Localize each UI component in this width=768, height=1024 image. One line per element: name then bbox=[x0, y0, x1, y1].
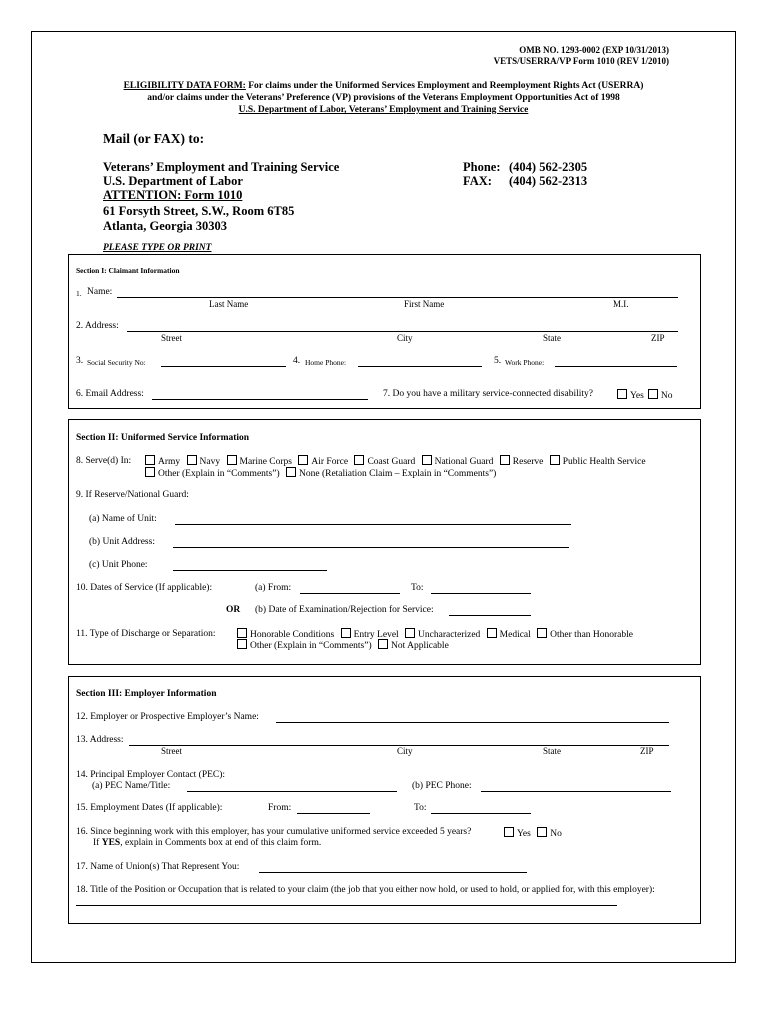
form-number: VETS/USERRA/VP Form 1010 (REV 1/2010) bbox=[493, 56, 669, 66]
emp-address-sub-street: Street bbox=[161, 746, 182, 756]
name-sub-mi: M.I. bbox=[613, 299, 629, 309]
national-guard-label: National Guard bbox=[434, 457, 494, 467]
or-label: OR bbox=[226, 605, 241, 615]
pec-name-label: (a) PEC Name/Title: bbox=[92, 781, 171, 791]
employer-name-label: 12. Employer or Prospective Employer’s Name: bbox=[76, 712, 259, 722]
section3-title: Section III: Employer Information bbox=[76, 689, 217, 699]
address-field[interactable] bbox=[127, 331, 678, 332]
q17-label: 17. Name of Union(s) That Represent You: bbox=[76, 862, 240, 872]
form-title-line2: and/or claims under the Veterans’ Preference (VP) provisions of the Veterans Employment Opportunities Act of 1998 bbox=[147, 93, 620, 103]
other-than-honorable-checkbox[interactable] bbox=[537, 628, 547, 638]
not-applicable-label: Not Applicable bbox=[391, 641, 449, 651]
medical-checkbox[interactable] bbox=[487, 628, 497, 638]
q16-options bbox=[504, 827, 562, 839]
none-service-checkbox[interactable] bbox=[286, 467, 296, 477]
position-title-field[interactable] bbox=[76, 905, 617, 906]
name-num: 1. bbox=[76, 289, 82, 298]
discharge-other-checkbox[interactable] bbox=[237, 639, 247, 649]
mail-line2: U.S. Department of Labor bbox=[103, 174, 243, 188]
form-title-bold: ELIGIBILITY DATA FORM: bbox=[123, 81, 246, 91]
q16-yes-checkbox[interactable] bbox=[504, 827, 514, 837]
form-title-rest: For claims under the Uniformed Services Employment and Reemployment Rights Act (USERRA) bbox=[245, 81, 644, 91]
emp-to-label: To: bbox=[414, 803, 427, 813]
entry-level-checkbox[interactable] bbox=[341, 628, 351, 638]
pec-phone-label: (b) PEC Phone: bbox=[412, 781, 472, 791]
omb-number: OMB NO. 1293-0002 (EXP 10/31/2013) bbox=[519, 45, 669, 55]
email-label: 6. Email Address: bbox=[76, 389, 144, 399]
ssn-field[interactable] bbox=[161, 366, 286, 367]
navy-checkbox[interactable] bbox=[187, 455, 197, 465]
medical-label: Medical bbox=[499, 630, 531, 640]
pec-label: 14. Principal Employer Contact (PEC): bbox=[76, 770, 226, 780]
q16-note-pre: If bbox=[93, 838, 102, 848]
name-label: Name: bbox=[87, 287, 113, 297]
unit-name-field[interactable] bbox=[175, 524, 571, 525]
fax-label: FAX: bbox=[463, 174, 492, 188]
marine-corps-label: Marine Corps bbox=[239, 457, 293, 467]
email-field[interactable] bbox=[152, 399, 368, 400]
other-service-checkbox[interactable] bbox=[145, 467, 155, 477]
home-phone-label: Home Phone: bbox=[305, 358, 347, 367]
unit-phone-label: (c) Unit Phone: bbox=[89, 560, 148, 570]
disability-yes-checkbox[interactable] bbox=[617, 389, 627, 399]
address-sub-city: City bbox=[397, 333, 413, 343]
phone-value: (404) 562-2305 bbox=[509, 160, 588, 174]
to-label: To: bbox=[411, 583, 424, 593]
air-force-label: Air Force bbox=[311, 457, 349, 467]
exam-date-field[interactable] bbox=[449, 615, 531, 616]
other-than-honorable-label: Other than Honorable bbox=[550, 630, 634, 640]
q18-label: 18. Title of the Position or Occupation that is related to your claim (the job that you either now hold, or used to hold, or applied for, with this employer): bbox=[76, 885, 655, 895]
q16-note bbox=[93, 838, 321, 848]
address-sub-street: Street bbox=[161, 333, 182, 343]
unit-phone-field[interactable] bbox=[173, 570, 327, 571]
work-phone-num: 5. bbox=[494, 356, 502, 366]
work-phone-label: Work Phone: bbox=[505, 358, 545, 367]
other-service-label: Other (Explain in “Comments”) bbox=[158, 469, 280, 479]
home-phone-field[interactable] bbox=[358, 366, 482, 367]
emp-from-label: From: bbox=[268, 803, 292, 813]
section2-title: Section II: Uniformed Service Information bbox=[76, 433, 250, 443]
form-title-line3-wrap bbox=[32, 104, 735, 116]
unit-name-label: (a) Name of Unit: bbox=[89, 514, 157, 524]
type-or-print: PLEASE TYPE OR PRINT bbox=[103, 243, 212, 253]
fax-value: (404) 562-2313 bbox=[509, 174, 588, 188]
union-field[interactable] bbox=[259, 872, 527, 873]
q16-label: 16. Since beginning work with this employer, has your cumulative uniformed service exceeded 5 years? bbox=[76, 827, 472, 837]
discharge-options-2 bbox=[237, 639, 449, 651]
service-from-field[interactable] bbox=[300, 593, 400, 594]
coast-guard-checkbox[interactable] bbox=[354, 455, 364, 465]
ssn-label: Social Security No: bbox=[87, 358, 146, 367]
employer-name-field[interactable] bbox=[276, 722, 669, 723]
emp-from-field[interactable] bbox=[297, 813, 370, 814]
pec-name-field[interactable] bbox=[187, 791, 397, 792]
dates-label: 10. Dates of Service (If applicable): bbox=[76, 583, 213, 593]
discharge-other-label: Other (Explain in “Comments”) bbox=[250, 641, 372, 651]
form-page bbox=[31, 31, 736, 963]
work-phone-field[interactable] bbox=[555, 366, 677, 367]
marine-corps-checkbox[interactable] bbox=[227, 455, 237, 465]
branch-options bbox=[145, 455, 646, 467]
national-guard-checkbox[interactable] bbox=[422, 455, 432, 465]
disability-options bbox=[617, 389, 672, 401]
q16-note-post: , explain in Comments box at end of this claim form. bbox=[120, 838, 322, 848]
uncharacterized-label: Uncharacterized bbox=[418, 630, 481, 640]
mail-line4: 61 Forsyth Street, S.W., Room 6T85 bbox=[103, 204, 295, 218]
emp-address-sub-city: City bbox=[397, 746, 413, 756]
mail-line5: Atlanta, Georgia 30303 bbox=[103, 219, 227, 233]
disability-yes-label: Yes bbox=[630, 391, 644, 401]
pec-phone-field[interactable] bbox=[481, 791, 671, 792]
unit-address-label: (b) Unit Address: bbox=[89, 537, 155, 547]
address-sub-state: State bbox=[543, 333, 561, 343]
entry-level-label: Entry Level bbox=[353, 630, 399, 640]
service-to-field[interactable] bbox=[431, 593, 531, 594]
emp-dates-label: 15. Employment Dates (If applicable): bbox=[76, 803, 223, 813]
emp-to-field[interactable] bbox=[431, 813, 531, 814]
section-service-info bbox=[68, 419, 701, 665]
uncharacterized-checkbox[interactable] bbox=[405, 628, 415, 638]
disability-no-checkbox[interactable] bbox=[648, 389, 658, 399]
reserve-label: Reserve bbox=[512, 457, 544, 467]
ssn-num: 3. bbox=[76, 356, 84, 366]
public-health-label: Public Health Service bbox=[562, 457, 646, 467]
name-sub-last: Last Name bbox=[209, 299, 249, 309]
public-health-checkbox[interactable] bbox=[550, 455, 560, 465]
home-phone-num: 4. bbox=[293, 356, 301, 366]
exam-label: (b) Date of Examination/Rejection for Service: bbox=[255, 605, 434, 615]
address-sub-zip: ZIP bbox=[651, 333, 665, 343]
name-sub-first: First Name bbox=[404, 299, 445, 309]
disability-question: 7. Do you have a military service-connected disability? bbox=[383, 389, 593, 399]
army-label: Army bbox=[158, 457, 181, 467]
none-service-label: None (Retaliation Claim – Explain in “Comments”) bbox=[299, 469, 497, 479]
form-title bbox=[32, 80, 735, 92]
address-label: 2. Address: bbox=[76, 321, 119, 331]
army-checkbox[interactable] bbox=[145, 455, 155, 465]
name-field[interactable] bbox=[117, 297, 678, 298]
discharge-label: 11. Type of Discharge or Separation: bbox=[76, 629, 216, 639]
section1-title: Section I: Claimant Information bbox=[76, 266, 180, 275]
q16-no-label: No bbox=[550, 829, 562, 839]
navy-label: Navy bbox=[199, 457, 221, 467]
q16-note-bold: YES bbox=[101, 838, 121, 848]
section-employer-info bbox=[68, 676, 701, 924]
served-label: 8. Serve(d) In: bbox=[76, 456, 132, 466]
air-force-checkbox[interactable] bbox=[298, 455, 308, 465]
coast-guard-label: Coast Guard bbox=[367, 457, 416, 467]
honorable-label: Honorable Conditions bbox=[250, 630, 335, 640]
reserve-label-q9: 9. If Reserve/National Guard: bbox=[76, 490, 189, 500]
disability-no-label: No bbox=[660, 391, 673, 401]
form-title-line3: U.S. Department of Labor, Veterans’ Employment and Training Service bbox=[238, 105, 529, 115]
phone-label: Phone: bbox=[463, 160, 501, 174]
unit-address-field[interactable] bbox=[173, 547, 569, 548]
q16-yes-label: Yes bbox=[517, 829, 531, 839]
mail-line1: Veterans’ Employment and Training Service bbox=[103, 160, 340, 174]
section-claimant-info bbox=[68, 254, 701, 409]
mail-heading: Mail (or FAX) to: bbox=[103, 131, 205, 146]
mail-line3: ATTENTION: Form 1010 bbox=[103, 188, 243, 202]
employer-address-label: 13. Address: bbox=[76, 735, 124, 745]
q16-no-checkbox[interactable] bbox=[537, 827, 547, 837]
emp-address-sub-state: State bbox=[543, 746, 561, 756]
honorable-checkbox[interactable] bbox=[237, 628, 247, 638]
not-applicable-checkbox[interactable] bbox=[378, 639, 388, 649]
reserve-checkbox[interactable] bbox=[500, 455, 510, 465]
emp-address-sub-zip: ZIP bbox=[640, 746, 654, 756]
branch-options-2 bbox=[145, 467, 496, 479]
from-label: (a) From: bbox=[255, 583, 292, 593]
